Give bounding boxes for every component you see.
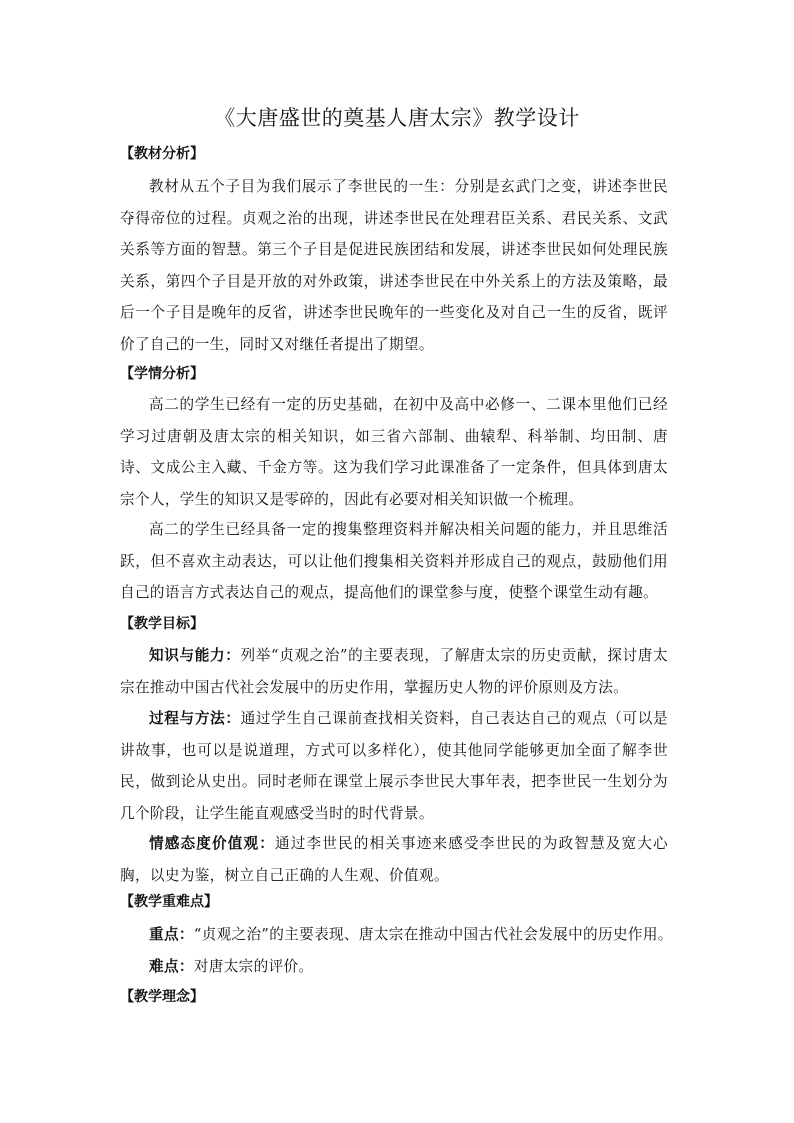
key-point-line	[149, 925, 673, 945]
paragraph-student-analysis-2: 高二的学生已经具备一定的搜集整理资料并解决相关问题的能力，并且思维活跃，但不喜欢主动表达，可以让他们搜集相关资料并形成自己的观点，鼓励他们用自己的语言方式表达自己的观点，提高他们的课堂参与度，使整个课堂生动有趣。	[120, 521, 668, 602]
paragraph-student-analysis-1: 高二的学生已经有一定的历史基础，在初中及高中必修一、二课本里他们已经学习过唐朝及唐太宗的相关知识，如三省六部制、曲辕犁、科举制、均田制、唐诗、文成公主入藏、千金方等。这为我们学习此课准备了一定条件，但具体到唐太宗个人，学生的知识又是零碎的，因此有必要对相关知识做一个梳理。	[120, 396, 668, 508]
heading-key-difficult-points: 【教学重难点】	[120, 894, 218, 910]
key-point-text: “贞观之治”的主要表现、唐太宗在推动中国古代社会发展中的历史作用。	[193, 926, 673, 943]
document-title: 《大唐盛世的奠基人唐太宗》教学设计	[214, 106, 580, 130]
difficult-point-label: 难点：	[149, 958, 194, 975]
paragraph-process-method	[120, 703, 668, 829]
paragraph-knowledge-ability	[120, 640, 668, 703]
process-method-label: 过程与方法：	[149, 710, 241, 727]
paragraph-textbook-analysis: 教材从五个子目为我们展示了李世民的一生：分别是玄武门之变，讲述李世民夺得帝位的过程。贞观之治的出现，讲述李世民在处理君臣关系、君民关系、文武关系等方面的智慧。第三个子目是促进民族团结和发展，讲述李世民如何处理民族关系，第四个子目是开放的对外政策，讲述李世民在中外关系上的方法及策略，最后一个子目是晚年的反省，讲述李世民晚年的一些变化及对自己一生的反省，既评价了自己的一生，同时又对继任者提出了期望。	[120, 178, 668, 353]
difficult-point-line	[149, 957, 313, 977]
process-method-text: 通过学生自己课前查找相关资料，自己表达自己的观点（可以是讲故事，也可以是说道理，方式可以多样化），使其他同学能够更加全面了解李世民，做到论从史出。同时老师在课堂上展示李世民大事年表，把李世民一生划分为几个阶段，让学生能直观感受当时的时代背景。	[120, 710, 668, 822]
paragraph-emotion-values	[120, 828, 668, 891]
knowledge-ability-label: 知识与能力：	[149, 647, 241, 664]
heading-teaching-philosophy: 【教学理念】	[120, 989, 204, 1005]
emotion-values-text: 通过李世民的相关事迹来感受李世民的为政智慧及宽大心胸，以史为鉴，树立自己正确的人生观、价值观。	[120, 835, 668, 884]
knowledge-ability-text: 列举“贞观之治”的主要表现，了解唐太宗的历史贡献，探讨唐太宗在推动中国古代社会发展中的历史作用，掌握历史人物的评价原则及方法。	[120, 647, 668, 696]
key-point-label: 重点：	[149, 926, 194, 943]
heading-textbook-analysis: 【教材分析】	[120, 146, 204, 162]
emotion-values-label: 情感态度价值观：	[149, 835, 276, 852]
heading-student-analysis: 【学情分析】	[120, 366, 204, 382]
heading-teaching-goals: 【教学目标】	[120, 616, 204, 632]
difficult-point-text: 对唐太宗的评价。	[193, 958, 314, 975]
